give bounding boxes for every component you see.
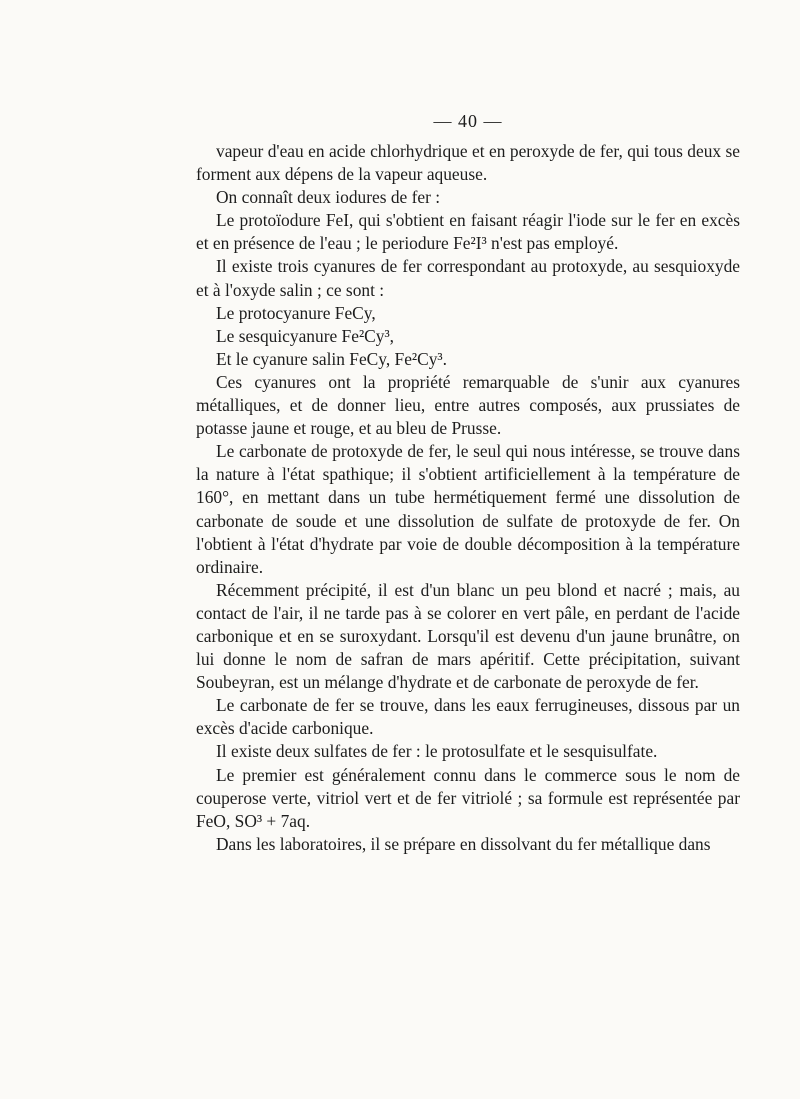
paragraph-7: Récemment précipité, il est d'un blanc un peu blond et nacré ; mais, au contact de l'air, il ne tarde pas à se colorer en vert pâle, en perdant de l'acide carbonique et en se suroxydant. Lorsqu'il est devenu d'un jaune brunâtre, on lui donne le nom de safran de mars apéritif. Cette précipitation, suivant Soubeyran, est un mélange d'hydrate et de carbonate de peroxyde de fer. (196, 579, 740, 693)
list-item-sesquicyanure: Le sesquicyanure Fe²Cy³, (216, 325, 395, 346)
list-item-cyanure-salin: Et le cyanure salin FeCy, Fe²Cy³. (216, 348, 447, 369)
paragraph-3: Le protoïodure FeI, qui s'obtient en faisant réagir l'iode sur le fer en excès et en présence de l'eau ; le periodure Fe²I³ n'est pas employé. (196, 210, 740, 254)
page-body (196, 110, 740, 856)
page-number: — 40 — (433, 111, 503, 131)
paragraph-4: Il existe trois cyanures de fer correspondant au protoxyde, au sesquioxyde et à l'oxyde salin ; ce sont : (196, 256, 740, 300)
paragraph-9: Il existe deux sulfates de fer : le protosulfate et le sesquisulfate. (216, 741, 658, 762)
paragraph-2: On connaît deux iodures de fer : (216, 187, 441, 208)
list-item-protocyanure: Le protocyanure FeCy, (216, 302, 376, 323)
paragraph-1: vapeur d'eau en acide chlorhydrique et en peroxyde de fer, qui tous deux se forment aux dépens de la vapeur aqueuse. (196, 141, 740, 185)
paragraph-8: Le carbonate de fer se trouve, dans les eaux ferrugineuses, dissous par un excès d'acide carbonique. (196, 695, 740, 739)
paragraph-11: Dans les laboratoires, il se prépare en dissolvant du fer métallique dans (216, 833, 711, 854)
paragraph-6: Le carbonate de protoxyde de fer, le seul qui nous intéresse, se trouve dans la nature à l'état spathique; il s'obtient artificiellement à la température de 160°, en mettant dans un tube hermétiquement fermé une dissolution de carbonate de soude et une dissolution de sulfate de protoxyde de fer. On l'obtient à l'état d'hydrate par voie de double décomposition à la température ordinaire. (196, 441, 740, 577)
paragraph-10: Le premier est généralement connu dans le commerce sous le nom de couperose verte, vitriol vert et de fer vitriolé ; sa formule est représentée par FeO, SO³ + 7aq. (196, 764, 740, 831)
paragraph-5: Ces cyanures ont la propriété remarquable de s'unir aux cyanures métalliques, et de donner lieu, entre autres composés, aux prussiates de potasse jaune et rouge, et au bleu de Prusse. (196, 371, 740, 439)
